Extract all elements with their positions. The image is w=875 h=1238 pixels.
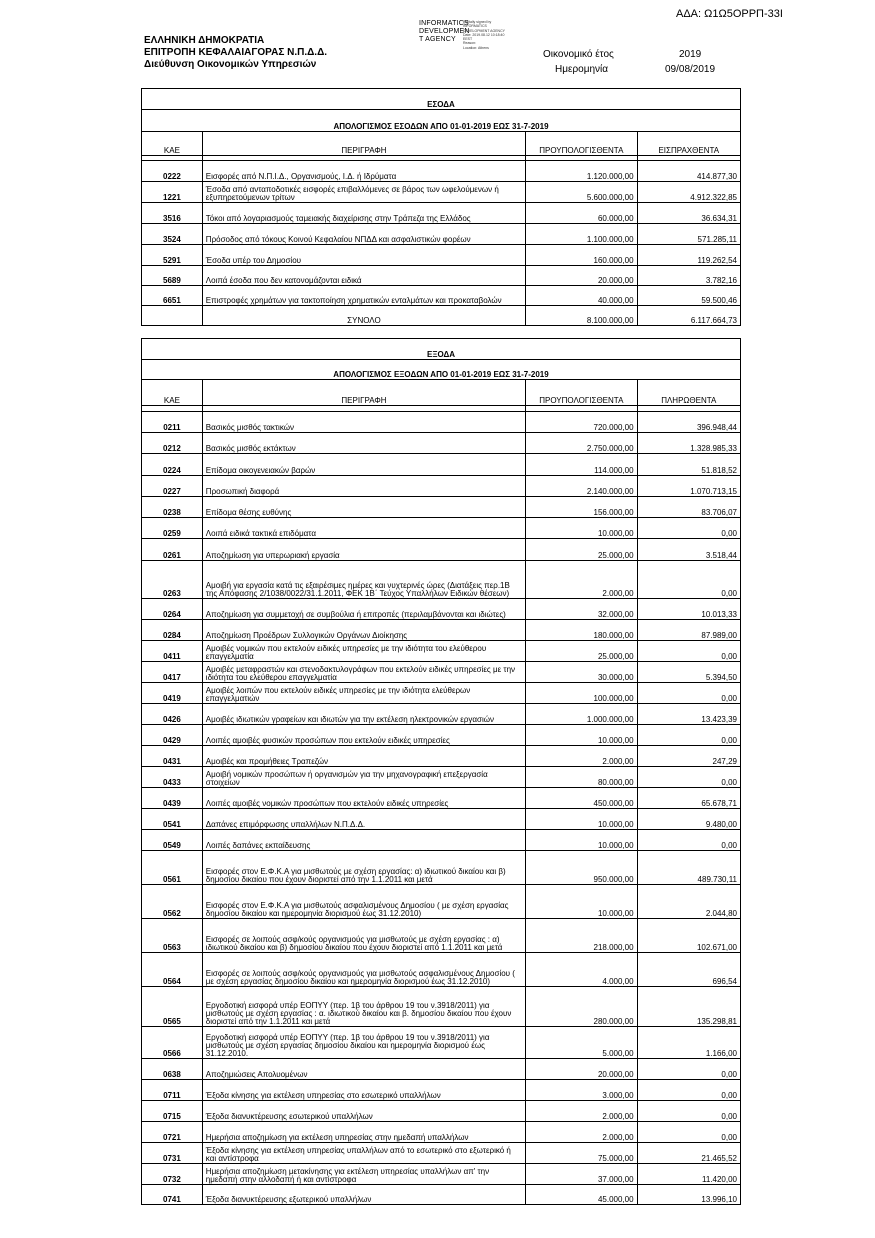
row-kae-code: 3524 [142, 224, 203, 245]
col-header-collected: ΕΙΣΠΡΑΧΘΕΝΤΑ [637, 132, 740, 156]
row-kae-code: 0562 [142, 885, 203, 919]
row-kae-code: 0638 [142, 1059, 203, 1080]
row-description: Έξοδα κίνησης για εκτέλεση υπηρεσίας υπαλλήλων από το εσωτερικό στο εξωτερικό ή και αντίστροφα [202, 1143, 525, 1164]
row-budgeted: 40.000,00 [526, 286, 637, 306]
row-description: Εισφορές στον Ε.Φ.Κ.Α για μισθωτούς με σχέση εργασίας: α) ιδιωτικού δικαίου και β) δημοσίου δικαίου που έχουν διοριστεί από την 1.1.2011 και μετά [202, 851, 525, 885]
row-amount: 119.262,54 [637, 245, 740, 266]
fiscal-year-value: 2019 [679, 49, 702, 60]
row-budgeted: 3.000,00 [526, 1080, 637, 1101]
row-kae-code: 0426 [142, 704, 203, 725]
row-description: Αμοιβή για εργασία κατά τις εξαιρέσιμες ημέρες και νυχτερινές ώρες (Διατάξεις περ.1Β της Απόφασης 2/1038/0022/31.1.2011, ΦΕΚ 1Β΄ Τεύχος Υπαλλήλων Ειδικών θέσεων) [202, 561, 525, 599]
signature-detail-line: INFORMATICS [463, 24, 487, 29]
signature-detail-line: Date: 2019.08.12 10:18:40 [463, 32, 505, 37]
table-row [142, 788, 741, 809]
row-kae-code: 0549 [142, 830, 203, 851]
expenses-title: ΕΞΟΔΑ [142, 339, 741, 360]
row-budgeted: 280.000,00 [526, 987, 637, 1027]
row-budgeted: 2.000,00 [526, 746, 637, 767]
table-row [142, 454, 741, 476]
signer-line-1: INFORMATICS [419, 20, 469, 27]
row-description: Επιστροφές χρημάτων για τακτοποίηση χρηματικών ενταλμάτων και προκαταβολών [202, 286, 525, 306]
row-description: Αμοιβές νομικών που εκτελούν ειδικές υπηρεσίες με την ιδιότητα του ελεύθερου επαγγελματία [202, 641, 525, 662]
table-row [142, 851, 741, 885]
row-amount: 0,00 [637, 683, 740, 704]
row-budgeted: 2.000,00 [526, 1122, 637, 1143]
row-amount: 0,00 [637, 1101, 740, 1122]
row-amount: 0,00 [637, 561, 740, 599]
row-amount: 1.328.985,33 [637, 433, 740, 454]
table-row [142, 746, 741, 767]
org-line-directorate: Διεύθυνση Οικονομικών Υπηρεσιών [144, 59, 317, 70]
row-kae-code: 0419 [142, 683, 203, 704]
signature-detail-line: Reason: [463, 41, 477, 46]
row-budgeted: 1.120.000,00 [526, 161, 637, 182]
row-amount: 0,00 [637, 725, 740, 746]
row-amount: 83.706,07 [637, 497, 740, 518]
row-amount: 1.166,00 [637, 1027, 740, 1059]
row-kae-code: 0439 [142, 788, 203, 809]
row-description: Εργοδοτική εισφορά υπέρ ΕΟΠΥΥ (περ. 1β του άρθρου 19 του ν.3918/2011) για μισθωτούς με σχέση εργασίας : α. ιδιωτικού δικαίου και β. δημοσίου δικαίου που έχουν διοριστεί από την 1.1.2011 και μετά [202, 987, 525, 1027]
row-amount: 36.634,31 [637, 203, 740, 224]
row-amount: 13.423,39 [637, 704, 740, 725]
row-budgeted: 10.000,00 [526, 725, 637, 746]
row-budgeted: 2.750.000,00 [526, 433, 637, 454]
row-budgeted: 20.000,00 [526, 266, 637, 286]
table-row [142, 539, 741, 561]
row-kae-code: 0261 [142, 539, 203, 561]
row-amount: 59.500,46 [637, 286, 740, 306]
row-description: Εισφορές στον Ε.Φ.Κ.Α για μισθωτούς ασφαλισμένους Δημοσίου ( με σχέση εργασίας δημοσίου δικαίου και ημερομηνία διορισμού έως 31.12.2010) [202, 885, 525, 919]
table-row [142, 266, 741, 286]
row-kae-code: 0264 [142, 599, 203, 620]
row-amount: 5.394,50 [637, 662, 740, 683]
table-row [142, 518, 741, 539]
row-kae-code: 0732 [142, 1164, 203, 1185]
row-description: Δαπάνες επιμόρφωσης υπαλλήλων Ν.Π.Δ.Δ. [202, 809, 525, 830]
row-kae-code: 3516 [142, 203, 203, 224]
table-row [142, 245, 741, 266]
row-budgeted: 950.000,00 [526, 851, 637, 885]
row-kae-code: 0711 [142, 1080, 203, 1101]
row-budgeted: 720.000,00 [526, 412, 637, 433]
row-amount: 13.996,10 [637, 1185, 740, 1205]
total-label: ΣΥΝΟΛΟ [202, 306, 525, 326]
date-label: Ημερομηνία [555, 64, 609, 75]
table-row [142, 412, 741, 433]
row-description: Αποζημίωση για υπερωριακή εργασία [202, 539, 525, 561]
row-budgeted: 10.000,00 [526, 809, 637, 830]
row-amount: 571.285,11 [637, 224, 740, 245]
row-kae-code: 0741 [142, 1185, 203, 1205]
row-description: Επίδομα θέσης ευθύνης [202, 497, 525, 518]
row-description: Αμοιβή νομικών προσώπων ή οργανισμών για την μηχανογραφική επεξεργασία στοιχείων [202, 767, 525, 788]
table-row [142, 286, 741, 306]
row-amount: 396.948,44 [637, 412, 740, 433]
row-amount: 247,29 [637, 746, 740, 767]
row-budgeted: 32.000,00 [526, 599, 637, 620]
row-amount: 3.518,44 [637, 539, 740, 561]
row-amount: 3.782,16 [637, 266, 740, 286]
row-budgeted: 2.000,00 [526, 561, 637, 599]
revenue-title: ΕΣΟΔΑ [142, 89, 741, 110]
row-amount: 0,00 [637, 1059, 740, 1080]
row-budgeted: 30.000,00 [526, 662, 637, 683]
col-header-kae: ΚΑΕ [142, 132, 203, 156]
col-header-budgeted: ΠΡΟΥΠΟΛΟΓΙΣΘΕΝΤΑ [526, 132, 637, 156]
table-row [142, 830, 741, 851]
row-kae-code: 0541 [142, 809, 203, 830]
row-budgeted: 75.000,00 [526, 1143, 637, 1164]
row-kae-code: 0563 [142, 919, 203, 953]
row-description: Λοιπά ειδικά τακτικά επιδόματα [202, 518, 525, 539]
row-kae-code: 5689 [142, 266, 203, 286]
row-kae-code: 0212 [142, 433, 203, 454]
row-amount: 65.678,71 [637, 788, 740, 809]
row-amount: 0,00 [637, 1080, 740, 1101]
table-row [142, 599, 741, 620]
row-budgeted: 1.100.000,00 [526, 224, 637, 245]
row-kae-code: 0211 [142, 412, 203, 433]
row-description: Εισφορές σε λοιπούς ασφ/κούς οργανισμούς για μισθωτούς ασφαλισμένους Δημοσίου ( με σχέση εργασίας δημοσίου δικαίου και ημερομηνία διορισμού έως 31.12.2010) [202, 953, 525, 987]
row-budgeted: 450.000,00 [526, 788, 637, 809]
signature-detail-line: Digitally signed by [463, 20, 492, 24]
row-description: Έξοδα διανυκτέρευσης εσωτερικού υπαλλήλων [202, 1101, 525, 1122]
row-budgeted: 25.000,00 [526, 641, 637, 662]
row-amount: 21.465,52 [637, 1143, 740, 1164]
table-row [142, 809, 741, 830]
row-amount: 0,00 [637, 830, 740, 851]
row-kae-code: 0566 [142, 1027, 203, 1059]
table-row [142, 1185, 741, 1205]
row-budgeted: 20.000,00 [526, 1059, 637, 1080]
row-kae-code: 0565 [142, 987, 203, 1027]
row-description: Ημερήσια αποζημίωση για εκτέλεση υπηρεσίας στην ημεδαπή υπαλλήλων [202, 1122, 525, 1143]
expenses-subtitle: ΑΠΟΛΟΓΙΣΜΟΣ ΕΞΟΔΩΝ ΑΠΟ 01-01-2019 ΕΩΣ 31-7-2019 [142, 360, 741, 380]
row-amount: 0,00 [637, 1122, 740, 1143]
col-header-kae: ΚΑΕ [142, 380, 203, 406]
table-row [142, 953, 741, 987]
row-budgeted: 10.000,00 [526, 885, 637, 919]
col-header-budgeted: ΠΡΟΥΠΟΛΟΓΙΣΘΕΝΤΑ [526, 380, 637, 406]
total-collected: 6.117.664,73 [637, 306, 740, 326]
table-row [142, 641, 741, 662]
row-budgeted: 4.000,00 [526, 953, 637, 987]
table-row [142, 704, 741, 725]
signer-line-3: T AGENCY [419, 36, 456, 43]
row-amount: 4.912.322,85 [637, 182, 740, 203]
table-row [142, 224, 741, 245]
row-budgeted: 160.000,00 [526, 245, 637, 266]
row-budgeted: 25.000,00 [526, 539, 637, 561]
table-row [142, 1059, 741, 1080]
signature-detail-line: DEVELOPMENT AGENCY [463, 28, 505, 33]
total-budgeted: 8.100.000,00 [526, 306, 637, 326]
row-description: Εισφορές από Ν.Π.Ι.Δ., Οργανισμούς, Ι.Δ. ή Ιδρύματα [202, 161, 525, 182]
row-budgeted: 60.000,00 [526, 203, 637, 224]
row-budgeted: 100.000,00 [526, 683, 637, 704]
table-row [142, 1122, 741, 1143]
row-kae-code: 0284 [142, 620, 203, 641]
table-row [142, 1027, 741, 1059]
col-header-description: ΠΕΡΙΓΡΑΦΗ [202, 380, 525, 406]
row-amount: 87.989,00 [637, 620, 740, 641]
signature-details [463, 20, 505, 50]
table-row [142, 987, 741, 1027]
table-row [142, 1164, 741, 1185]
table-row [142, 1080, 741, 1101]
table-row [142, 182, 741, 203]
row-description: Έξοδα διανυκτέρευσης εξωτερικού υπαλλήλων [202, 1185, 525, 1205]
row-description: Προσωπική διαφορά [202, 476, 525, 497]
row-kae-code: 0417 [142, 662, 203, 683]
row-kae-code: 6651 [142, 286, 203, 306]
row-budgeted: 10.000,00 [526, 830, 637, 851]
row-description: Ημερήσια αποζημίωση μετακίνησης για εκτέλεση υπηρεσίας υπαλλήλων απ' την ημεδαπή στην αλλοδαπή ή και αντίστροφα [202, 1164, 525, 1185]
table-row [142, 885, 741, 919]
table-row [142, 1101, 741, 1122]
row-budgeted: 80.000,00 [526, 767, 637, 788]
table-row [142, 662, 741, 683]
table-row [142, 620, 741, 641]
row-description: Λοιπές αμοιβές νομικών προσώπων που εκτελούν ειδικές υπηρεσίες [202, 788, 525, 809]
date-value: 09/08/2019 [665, 64, 716, 75]
row-budgeted: 5.600.000,00 [526, 182, 637, 203]
organization-header [144, 35, 327, 71]
row-amount: 9.480,00 [637, 809, 740, 830]
row-amount: 1.070.713,15 [637, 476, 740, 497]
org-line-commission: ΕΠΙΤΡΟΠΗ ΚΕΦΑΛΑΙΑΓΟΡΑΣ Ν.Π.Δ.Δ. [144, 47, 328, 58]
table-row [142, 203, 741, 224]
row-description: Λοιπές δαπάνες εκπαίδευσης [202, 830, 525, 851]
row-description: Αμοιβές μεταφραστών και στενοδακτυλογράφων που εκτελούν ειδικές υπηρεσίες με την ιδιότητα του ελεύθερου επαγγελματία [202, 662, 525, 683]
signature-detail-line: Location: Athens [463, 45, 489, 50]
row-amount: 414.877,30 [637, 161, 740, 182]
row-budgeted: 114.000,00 [526, 454, 637, 476]
expenses-table [141, 338, 741, 1205]
row-kae-code: 0411 [142, 641, 203, 662]
row-description: Εργοδοτική εισφορά υπέρ ΕΟΠΥΥ (περ. 1β του άρθρου 19 του ν.3918/2011) για μισθωτούς με σχέση εργασίας δημοσίου δικαίου και ημερομηνία διορισμού έως 31.12.2010. [202, 1027, 525, 1059]
fiscal-year-label: Οικονομικό έτος [543, 49, 614, 60]
row-budgeted: 37.000,00 [526, 1164, 637, 1185]
table-row [142, 919, 741, 953]
row-description: Αμοιβές ιδιωτικών γραφείων και ιδιωτών για την εκτέλεση ηλεκτρονικών εργασιών [202, 704, 525, 725]
row-kae-code: 0238 [142, 497, 203, 518]
revenue-table [141, 88, 741, 326]
col-header-paid: ΠΛΗΡΩΘΕΝΤΑ [637, 380, 740, 406]
row-amount: 102.671,00 [637, 919, 740, 953]
ada-code: ΑΔΑ: Ω1Ω5ΟΡΡΠ-33Ι [676, 8, 783, 20]
row-description: Λοιπές αμοιβές φυσικών προσώπων που εκτελούν ειδικές υπηρεσίες [202, 725, 525, 746]
row-kae-code: 0227 [142, 476, 203, 497]
row-amount: 0,00 [637, 518, 740, 539]
row-budgeted: 218.000,00 [526, 919, 637, 953]
row-description: Έξοδα κίνησης για εκτέλεση υπηρεσίας στο εσωτερικό υπαλλήλων [202, 1080, 525, 1101]
row-description: Έσοδα από ανταποδοτικές εισφορές επιβαλλόμενες σε βάρος των ωφελούμενων ή εξυπηρετούμενων τρίτων [202, 182, 525, 203]
row-amount: 489.730,11 [637, 851, 740, 885]
table-row [142, 497, 741, 518]
row-description: Βασικός μισθός τακτικών [202, 412, 525, 433]
row-kae-code: 0433 [142, 767, 203, 788]
row-kae-code: 5291 [142, 245, 203, 266]
row-budgeted: 2.000,00 [526, 1101, 637, 1122]
row-amount: 2.044,80 [637, 885, 740, 919]
row-description: Αμοιβές και προμήθειες Τραπεζών [202, 746, 525, 767]
table-row [142, 1143, 741, 1164]
row-kae-code: 0561 [142, 851, 203, 885]
row-budgeted: 156.000,00 [526, 497, 637, 518]
signature-detail-line: EEST [463, 37, 473, 42]
row-kae-code: 0259 [142, 518, 203, 539]
row-budgeted: 2.140.000,00 [526, 476, 637, 497]
row-description: Πρόσοδος από τόκους Κοινού Κεφαλαίου ΝΠΔΔ και ασφαλιστικών φορέων [202, 224, 525, 245]
row-kae-code: 0721 [142, 1122, 203, 1143]
table-row [142, 767, 741, 788]
row-budgeted: 45.000,00 [526, 1185, 637, 1205]
table-row [142, 725, 741, 746]
row-description: Βασικός μισθός εκτάκτων [202, 433, 525, 454]
row-amount: 0,00 [637, 641, 740, 662]
table-row [142, 561, 741, 599]
row-amount: 10.013,33 [637, 599, 740, 620]
table-row [142, 161, 741, 182]
row-description: Αποζημίωση Προέδρων Συλλογικών Οργάνων Διοίκησης [202, 620, 525, 641]
row-amount: 0,00 [637, 767, 740, 788]
org-line-country: ΕΛΛΗΝΙΚΗ ΔΗΜΟΚΡΑΤΙΑ [144, 35, 265, 46]
row-description: Αμοιβές λοιπών που εκτελούν ειδικές υπηρεσίες με την ιδιότητα ελεύθερων επαγγελματιών [202, 683, 525, 704]
row-description: Τόκοι από λογαριασμούς ταμειακής διαχείρισης στην Τράπεζα της Ελλάδος [202, 203, 525, 224]
row-amount: 51.818,52 [637, 454, 740, 476]
total-blank-cell [142, 306, 203, 326]
row-kae-code: 0429 [142, 725, 203, 746]
row-budgeted: 180.000,00 [526, 620, 637, 641]
col-header-description: ΠΕΡΙΓΡΑΦΗ [202, 132, 525, 156]
row-kae-code: 0224 [142, 454, 203, 476]
row-kae-code: 0222 [142, 161, 203, 182]
row-kae-code: 0715 [142, 1101, 203, 1122]
row-kae-code: 0731 [142, 1143, 203, 1164]
revenue-subtitle: ΑΠΟΛΟΓΙΣΜΟΣ ΕΣΟΔΩΝ ΑΠΟ 01-01-2019 ΕΩΣ 31-7-2019 [142, 110, 741, 132]
row-kae-code: 1221 [142, 182, 203, 203]
row-budgeted: 5.000,00 [526, 1027, 637, 1059]
table-row [142, 433, 741, 454]
row-amount: 11.420,00 [637, 1164, 740, 1185]
row-kae-code: 0564 [142, 953, 203, 987]
signer-line-2: DEVELOPMEN [419, 28, 470, 35]
row-description: Εισφορές σε λοιπούς ασφ/κούς οργανισμούς για μισθωτούς με σχέση εργασίας : α) ιδιωτικού δικαίου και β) δημοσίου δικαίου που έχουν διοριστεί από 1.1.2011 και μετά [202, 919, 525, 953]
row-description: Αποζημιώσεις Απολυομένων [202, 1059, 525, 1080]
row-description: Επίδομα οικογενειακών βαρών [202, 454, 525, 476]
row-description: Λοιπά έσοδα που δεν κατονομάζονται ειδικά [202, 266, 525, 286]
row-amount: 696,54 [637, 953, 740, 987]
row-description: Έσοδα υπέρ του Δημοσίου [202, 245, 525, 266]
row-amount: 135.298,81 [637, 987, 740, 1027]
row-kae-code: 0263 [142, 561, 203, 599]
row-description: Αποζημίωση για συμμετοχή σε συμβούλια ή επιτροπές (περιλαμβάνονται και ιδιώτες) [202, 599, 525, 620]
row-budgeted: 10.000,00 [526, 518, 637, 539]
row-budgeted: 1.000.000,00 [526, 704, 637, 725]
digital-signature-stamp [419, 20, 529, 50]
table-row [142, 476, 741, 497]
row-kae-code: 0431 [142, 746, 203, 767]
table-row [142, 683, 741, 704]
